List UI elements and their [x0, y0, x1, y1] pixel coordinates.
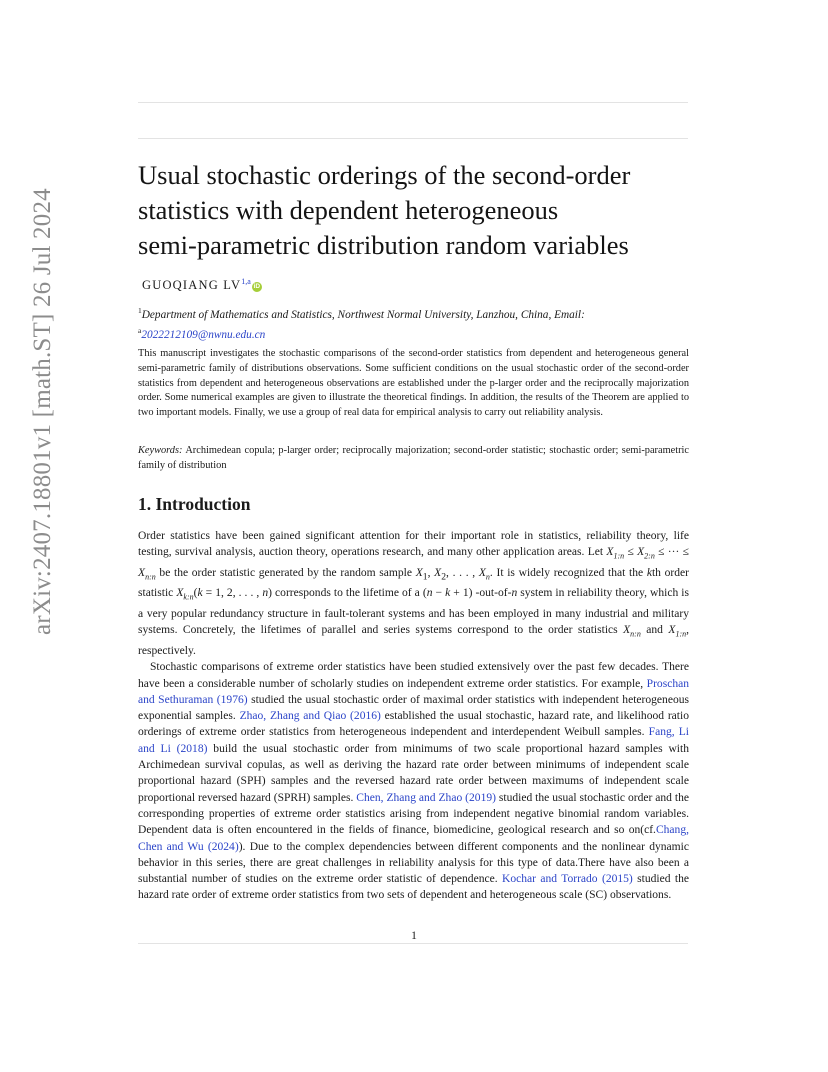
- citation-link[interactable]: Zhao, Zhang and Qiao (2016): [239, 710, 381, 723]
- paragraph: Stochastic comparisons of extreme order statistics have been studied extensively over the past few decades. There have been a considerable number of scholarly studies on independent extreme order statistics. For example, Proschan and Sethuraman (1976) studied the usual stochastic order of maximal order statistics with independent heterogeneous exponential samples. Zhao, Zhang and Qiao (2016) established the usual stochastic, hazard rate, and likelihood ratio orderings of extreme order statistics from heterogeneous independent and interdependent Weibull samples. Fang, Li and Li (2018) build the usual stochastic order from minimums of two scale proportional hazard samples with Archimedean survival copulas, as well as deriving the hazard rate order between minimums of independent scale proportional hazard (SPH) samples and the reversed hazard rate order between maximums of independent scale proportional reversed hazard (SPRH) samples. Chen, Zhang and Zhao (2019) studied the usual stochastic order and the corresponding properties of extreme order statistics arising from independent negative binomial random variables. Dependent data is often encountered in the fields of finance, biomedicine, geological research and so on(cf.Chang, Chen and Wu (2024)). Due to the complex dependencies between different components and the nonlinear dynamic behavior in this series, there are great challenges in reliability analysis for this type of data.There have also been a substantial number of studies on the extreme order statistic of dependence. Kochar and Torrado (2015) studied the hazard rate order of extreme order statistics from two sets of dependent and heterogeneous scale (SC) observations.: [138, 661, 690, 902]
- body-text: [138, 528, 689, 904]
- title-line: Usual stochastic orderings of the second-order: [138, 160, 631, 190]
- keywords-label: Keywords:: [138, 445, 183, 456]
- svg-text:arXiv:2407.18801v1 [math.ST]: arXiv:2407.18801v1 [math.ST] 26 Jul 2024: [29, 188, 56, 635]
- orcid-icon[interactable]: iD: [253, 283, 261, 291]
- keywords-text: Archimedean copula; p-larger order; reciprocally majorization; second-order statistic; stochastic order; semi-parametric family of distribution: [138, 445, 689, 471]
- citation-link[interactable]: Proschan and Sethuraman (1976): [138, 677, 689, 706]
- author-superscript[interactable]: 1,a: [241, 277, 251, 286]
- citation-link[interactable]: Chen, Zhang and Zhao (2019): [356, 791, 496, 804]
- email-superscript: a: [138, 325, 142, 335]
- citation-link[interactable]: Kochar and Torrado (2015): [502, 873, 633, 886]
- page-number: 1: [411, 930, 417, 942]
- affiliation-text: Department of Mathematics and Statistics, Northwest Normal University, Lanzhou, China, Email:: [141, 308, 585, 321]
- section-heading: 1. Introduction: [138, 494, 251, 514]
- arxiv-stamp: [20, 188, 60, 635]
- paper-title: [138, 158, 698, 263]
- email-link[interactable]: 2022212109@nwnu.edu.cn: [141, 328, 266, 341]
- affiliation-superscript: 1: [138, 306, 142, 315]
- keywords: [138, 444, 689, 474]
- author-name: GUOQIANG LV: [142, 278, 242, 293]
- affiliation: [138, 303, 698, 343]
- title-line: statistics with dependent heterogeneous: [138, 195, 559, 225]
- title-line: semi-parametric distribution random variables: [138, 230, 629, 260]
- author-line: [142, 277, 262, 293]
- citation-link[interactable]: Chang, Chen and Wu (2024): [138, 824, 689, 853]
- paragraph: Order statistics have been gained significant attention for their important role in statistics, reliability theory, life testing, survival analysis, auction theory, operations research, and many other application areas. Let $X_{1:n} \le X_{2:n}$ ≤ ··· ≤ $X_{n:n}$ be the order statistic generated by the random sample $X_1$, $X_2$, . . . , $X_n$. It is widely recognized that the kth order statistic $X_{k:n}(k = 1$, 2, . . . , n) corresponds to the lifetime of a (n − k + 1) -out-of-n system in reliability theory, which is a very popular redundancy structure in fault-tolerant systems and has been employed in many industrial and military systems. Concretely, the lifetimes of parallel and series systems correspond to the order statistics $X_{n:n}$ and $X_{1:n}$, respectively.: [138, 530, 690, 657]
- header-rule-top: [138, 102, 688, 103]
- abstract: This manuscript investigates the stochastic comparisons of the second-order statistics from dependent and heterogeneous general semi-parametric family of distributions observations. Some sufficient conditions on the usual stochastic order of the second-order statistics from dependent and heterogeneous observations are established under the p-larger order and the reciprocally majorization order. Some numerical examples are given to illustrate the theoretical findings. In addition, the results of the Theorem are applied to two important models. Finally, we use a group of real data for empirical analysis to carry out reliability analysis.: [138, 348, 689, 419]
- header-rule-bottom: [138, 138, 688, 139]
- footer-rule: [138, 943, 688, 944]
- citation-link[interactable]: Fang, Li and Li (2018): [138, 726, 689, 755]
